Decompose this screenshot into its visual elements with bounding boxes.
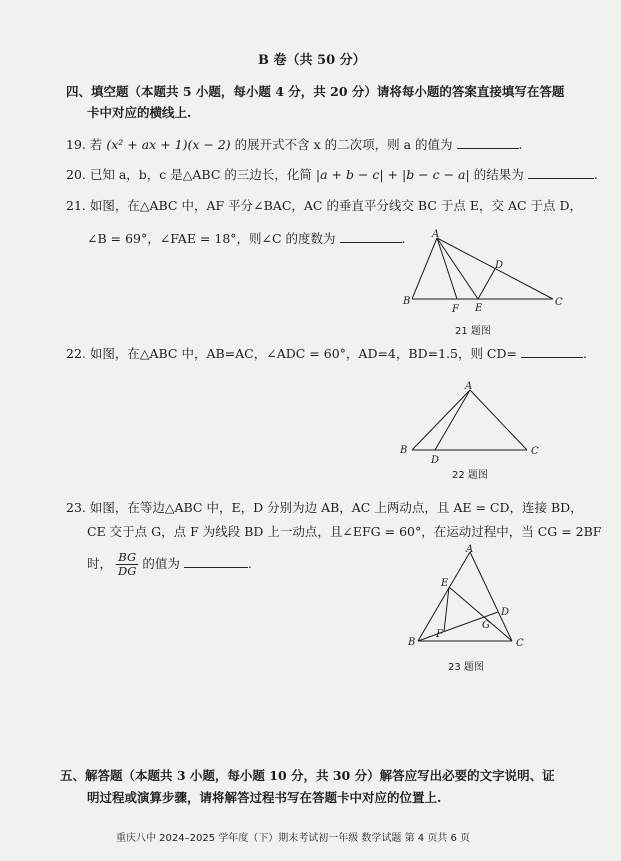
q21-segment-AB (412, 238, 437, 299)
q19-number: 19. (66, 137, 86, 152)
q21-label-F: F (452, 304, 459, 315)
q21-caption: 21 题图 (455, 326, 491, 337)
section5-instruction-line1: 五、解答题（本题共 3 小题，每小题 10 分，共 30 分）解答应写出必要的文字说明、证 (60, 768, 555, 783)
q21-label-A: A (432, 229, 440, 240)
page-footer: 重庆八中 2024–2025 学年度（下）期末考试初一年级 数学试题 第 4 页共 6 页 (116, 833, 471, 844)
q21-text-line1: 如图，在△ABC 中，AF 平分∠BAC，AC 的垂直平分线交 BC 于点 E，交 AC 于点 D， (89, 198, 583, 213)
section5-instruction-line2: 明过程或演算步骤，请将解答过程书写在答题卡中对应的位置上. (87, 790, 442, 805)
q21-label-C: C (555, 297, 563, 308)
q21-number: 21. (66, 198, 86, 213)
q20-expression: |a + b − c| + |b − c − a| (315, 167, 470, 182)
q23-label-E: E (441, 578, 449, 589)
q23-frac-numerator: BG (116, 551, 138, 565)
q19-answer-blank[interactable] (457, 136, 519, 149)
q23-segment-AC (470, 552, 512, 641)
q20-post: 的结果为 (473, 167, 524, 182)
question-23-line1 (66, 500, 583, 516)
q20-pre: 已知 a，b，c 是△ABC 的三边长，化简 (89, 167, 312, 182)
q23-text-line1: 如图，在等边△ABC 中，E，D 分别为边 AB，AC 上两动点，且 AE = CD，连接 BD， (89, 500, 583, 515)
question-23-line2: CE 交于点 G，点 F 为线段 BD 上一动点，且∠EFG = 60°，在运动过程中，当 CG = 2BF (87, 524, 602, 539)
q19-expression: (x² + ax + 1)(x − 2) (106, 137, 231, 152)
q23-label-B: B (408, 637, 416, 648)
q23-label-D: D (501, 607, 510, 618)
q23-frac-denominator: DG (118, 564, 137, 578)
q22-segment-AD (435, 390, 470, 450)
q22-figure (395, 378, 555, 468)
q23-caption: 23 题图 (448, 662, 484, 673)
q20-number: 20. (66, 167, 86, 182)
q23-fraction (116, 551, 138, 578)
q22-label-D: D (431, 455, 440, 466)
q21-label-E: E (475, 303, 483, 314)
q22-answer-blank[interactable] (521, 345, 583, 358)
q22-number: 22. (66, 346, 86, 361)
question-23-line3: 时， $\frac{BG}{DG}$ 的值为 . (87, 550, 252, 578)
question-20: 20. 已知 a，b，c 是△ABC 的三边长，化简 |a + b − c| + |b − c − a| 的结果为 . (66, 167, 598, 182)
question-19: 19. 若 (x² + ax + 1)(x − 2) 的展开式不含 x 的二次项，则 a 的值为 . (66, 137, 523, 152)
q22-text: 如图，在△ABC 中，AB=AC，∠ADC = 60°，AD=4，BD=1.5，则 CD= (89, 346, 517, 361)
q23-answer-blank[interactable] (184, 555, 248, 568)
q23-segment-EF (444, 587, 449, 632)
q21-segment-AE (437, 238, 478, 299)
q22-label-C: C (531, 446, 539, 457)
q19-post: 的展开式不含 x 的二次项，则 a 的值为 (234, 137, 453, 152)
q21-figure (395, 228, 575, 323)
q23-label-C: C (516, 638, 524, 649)
section4-instruction-line2: 卡中对应的横线上. (87, 105, 192, 120)
q21-answer-blank[interactable] (340, 230, 402, 243)
section-header: B 卷（共 50 分） (258, 53, 366, 68)
q22-label-B: B (400, 445, 408, 456)
question-21-line1 (66, 198, 582, 214)
question-21-line2: ∠B = 69°，∠FAE = 18°，则∠C 的度数为 . (87, 231, 406, 246)
q21-label-D: D (495, 260, 504, 271)
q23-line3-pre: 时， (87, 556, 113, 571)
q23-line3-post: 的值为 (142, 556, 180, 571)
q23-figure (400, 542, 540, 654)
q21-label-B: B (403, 296, 411, 307)
q23-label-A: A (466, 544, 474, 555)
q22-label-A: A (465, 381, 473, 392)
q22-caption: 22 题图 (452, 470, 488, 481)
section4-instruction-line1: 四、填空题（本题共 5 小题，每小题 4 分，共 20 分）请将每小题的答案直接填写在答题 (66, 84, 565, 99)
q21-text-line2: ∠B = 69°，∠FAE = 18°，则∠C 的度数为 (87, 231, 336, 246)
q21-segment-ED (478, 269, 495, 299)
q19-pre: 若 (89, 137, 103, 152)
q23-label-F: F (436, 629, 443, 640)
question-22: 22. 如图，在△ABC 中，AB=AC，∠ADC = 60°，AD=4，BD=1.5，则 CD= . (66, 346, 587, 361)
q23-label-G: G (482, 620, 490, 631)
q22-segment-AB (412, 390, 470, 450)
q22-segment-AC (470, 390, 527, 450)
q23-number: 23. (66, 500, 86, 515)
q20-answer-blank[interactable] (528, 166, 594, 179)
